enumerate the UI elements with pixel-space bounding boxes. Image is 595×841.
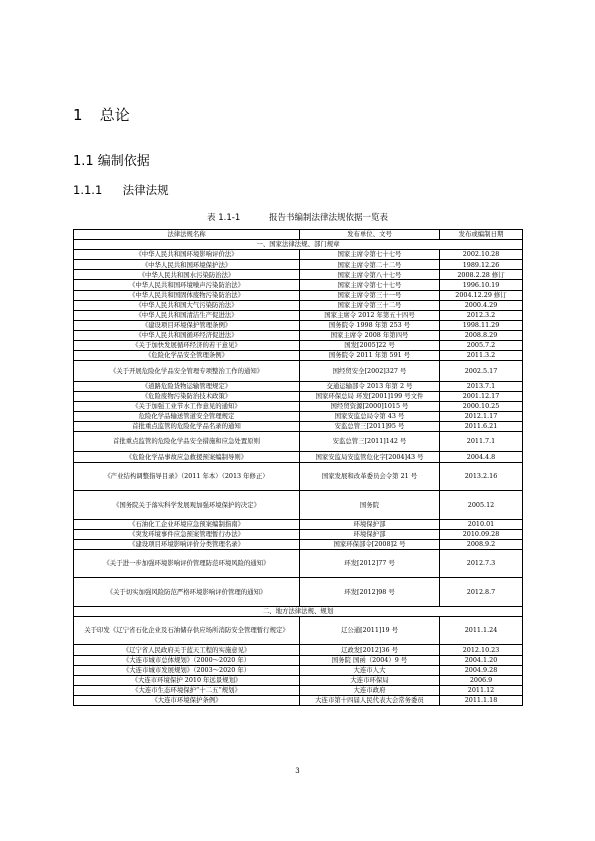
table-row — [74, 655, 523, 665]
issuer-cell: 国务院 — [300, 491, 440, 520]
date-cell: 2004.4.8 — [440, 452, 523, 462]
issuer-cell: 国经贸安全[2002]327 号 — [300, 361, 440, 381]
law-name-cell: 《危险化学品安全管理条例》 — [74, 351, 300, 361]
law-name-cell: 《中华人民共和国大气污染防治法》 — [74, 300, 300, 310]
date-cell: 1989.12.26 — [440, 260, 523, 270]
date-cell: 2011.1.24 — [440, 616, 523, 645]
table-row — [74, 361, 523, 381]
date-cell: 2008.2.28 修订 — [440, 270, 523, 280]
date-cell: 2004.9.28 — [440, 665, 523, 675]
chapter-heading — [73, 104, 130, 125]
table-row — [74, 330, 523, 340]
issuer-cell: 辽公通[2011]19 号 — [300, 616, 440, 645]
law-name-cell: 首批重点监管的危险化学品安全措施和应急处置原则 — [74, 432, 300, 452]
law-name-cell: 首批重点监管的危险化学品名录的通知 — [74, 421, 300, 431]
issuer-cell: 国务院令 2011 年第 591 号 — [300, 351, 440, 361]
header-law-name: 法律法规名称 — [74, 230, 300, 240]
date-cell: 2012.10.23 — [440, 645, 523, 655]
issuer-cell: 国家主席令第三十二号 — [300, 300, 440, 310]
table-row — [74, 665, 523, 675]
date-cell: 2005.7.2 — [440, 341, 523, 351]
date-cell: 2001.12.17 — [440, 391, 523, 401]
issuer-cell: 国家发展和改革委员会令第 21 号 — [300, 462, 440, 491]
table-row — [74, 539, 523, 549]
table-row — [74, 260, 523, 270]
law-name-cell: 《中华人民共和国循环经济促进法》 — [74, 330, 300, 340]
header-issuer: 发布单位、文号 — [300, 230, 440, 240]
table-row — [74, 320, 523, 330]
table-row — [74, 616, 523, 645]
law-name-cell: 《危险化学品事故应急救援预案编制导则》 — [74, 452, 300, 462]
issuer-cell: 国家主席令 2008 年第四号 — [300, 330, 440, 340]
chapter-number: 1 — [73, 106, 83, 124]
law-name-cell: 《建设项目环境保护管理条例》 — [74, 320, 300, 330]
law-name-cell: 《道路危险货物运输管理规定》 — [74, 381, 300, 391]
section-row-local-label: 二、地方法律法规、规划 — [74, 606, 523, 616]
table-row — [74, 270, 523, 280]
issuer-cell: 大连市第十四届人民代表大会常务委员 — [300, 695, 440, 705]
law-name-cell: 《中华人民共和国环境噪声污染防治法》 — [74, 280, 300, 290]
law-name-cell: 《关于加强工业节水工作意见的通知》 — [74, 401, 300, 411]
table-row — [74, 280, 523, 290]
date-cell: 2008.9.2 — [440, 539, 523, 549]
table-row — [74, 411, 523, 421]
table-row — [74, 549, 523, 578]
law-name-cell: 《危险废物污染防治技术政策》 — [74, 391, 300, 401]
date-cell: 2002.10.28 — [440, 250, 523, 260]
date-cell: 2005.12 — [440, 491, 523, 520]
table-header-row — [74, 230, 523, 240]
issuer-cell: 环境保护部 — [300, 519, 440, 529]
table-row — [74, 351, 523, 361]
issuer-cell: 环境保护部 — [300, 529, 440, 539]
law-name-cell: 《辽宁省人民政府关于蓝天工程的实施意见》 — [74, 645, 300, 655]
table-row — [74, 462, 523, 491]
table-row — [74, 341, 523, 351]
subsection-heading — [73, 182, 169, 198]
issuer-cell: 国务院 国函（2004）9 号 — [300, 655, 440, 665]
date-cell: 2002.5.17 — [440, 361, 523, 381]
issuer-cell: 辽政发[2012]36 号 — [300, 645, 440, 655]
table-row — [74, 578, 523, 607]
law-name-cell: 《中华人民共和国环境保护法》 — [74, 260, 300, 270]
issuer-cell: 国家主席令第八十七号 — [300, 270, 440, 280]
date-cell: 2011.12 — [440, 685, 523, 695]
issuer-cell: 国发[2005]22 号 — [300, 341, 440, 351]
law-name-cell: 《大连市城市发展规划》（2003～2020 年） — [74, 665, 300, 675]
header-date: 发布或编制日期 — [440, 230, 523, 240]
subsection-number: 1.1.1 — [73, 183, 103, 197]
date-cell: 2011.7.1 — [440, 432, 523, 452]
table-row — [74, 491, 523, 520]
date-cell: 2011.6.21 — [440, 421, 523, 431]
law-name-cell: 《关于进一步加强环境影响评价管理防范环境风险的通知》 — [74, 549, 300, 578]
table-caption — [0, 211, 595, 223]
issuer-cell: 环发[2012]98 号 — [300, 578, 440, 607]
issuer-cell: 国家主席令第二十二号 — [300, 260, 440, 270]
table-row — [74, 401, 523, 411]
law-name-cell: 危险化学品输送管道安全管理规定 — [74, 411, 300, 421]
table-row — [74, 290, 523, 300]
table-row — [74, 381, 523, 391]
issuer-cell: 安监总管三[2011]95 号 — [300, 421, 440, 431]
issuer-cell: 国家主席令第七十七号 — [300, 280, 440, 290]
table-row — [74, 391, 523, 401]
date-cell: 2008.8.29 — [440, 330, 523, 340]
law-name-cell: 《中华人民共和国环境影响评价法》 — [74, 250, 300, 260]
section-row-local — [74, 606, 523, 616]
date-cell: 2010.09.28 — [440, 529, 523, 539]
issuer-cell: 国家环保部令[2008]2 号 — [300, 539, 440, 549]
laws-table — [73, 229, 523, 706]
date-cell: 2012.7.3 — [440, 549, 523, 578]
table-row — [74, 310, 523, 320]
date-cell: 2004.12.29 修订 — [440, 290, 523, 300]
table-row — [74, 300, 523, 310]
section-row-national — [74, 240, 523, 250]
table-row — [74, 685, 523, 695]
page-number: 3 — [295, 767, 300, 775]
law-name-cell: 《大连市环境保护条例》 — [74, 695, 300, 705]
issuer-cell: 国家安监局安监管危化字[2004]43 号 — [300, 452, 440, 462]
table-row — [74, 675, 523, 685]
issuer-cell: 国家主席令第三十一号 — [300, 290, 440, 300]
law-name-cell: 关于印发《辽宁省石化企业及石油储存供应场所消防安全管理暂行规定》 — [74, 616, 300, 645]
table-row — [74, 452, 523, 462]
issuer-cell: 国家环保总局 环发[2001]199 号文件 — [300, 391, 440, 401]
law-name-cell: 《突发环境事件应急预案管理暂行办法》 — [74, 529, 300, 539]
issuer-cell: 国务院令 1998 年第 253 号 — [300, 320, 440, 330]
law-name-cell: 《中华人民共和国固体废物污染防治法》 — [74, 290, 300, 300]
date-cell: 2011.3.2 — [440, 351, 523, 361]
issuer-cell: 交通运输部令 2013 年第 2 号 — [300, 381, 440, 391]
laws-table-body — [74, 240, 523, 706]
issuer-cell: 安监总管三[2011]142 号 — [300, 432, 440, 452]
date-cell: 2006.9 — [440, 675, 523, 685]
law-name-cell: 《大连市城市总体规划》（2000～2020 年） — [74, 655, 300, 665]
law-name-cell: 《关于切实加强风险防范严格环境影响评价管理的通知》 — [74, 578, 300, 607]
date-cell: 2011.1.18 — [440, 695, 523, 705]
issuer-cell: 环发[2012]77 号 — [300, 549, 440, 578]
law-name-cell: 《中华人民共和国水污染防治法》 — [74, 270, 300, 280]
issuer-cell: 国家安监总局令第 43 号 — [300, 411, 440, 421]
law-name-cell: 《关于开展危险化学品安全管理专项整治工作的通知》 — [74, 361, 300, 381]
subsection-title: 法律法规 — [122, 183, 169, 197]
date-cell: 2004.1.20 — [440, 655, 523, 665]
date-cell: 2013.7.1 — [440, 381, 523, 391]
date-cell: 2000.4.29 — [440, 300, 523, 310]
law-name-cell: 《关于加快发展循环经济的若干意见》 — [74, 341, 300, 351]
law-name-cell: 《中华人民共和国清洁生产促进法》 — [74, 310, 300, 320]
table-row — [74, 645, 523, 655]
section-heading: 1.1 编制依据 — [73, 154, 150, 169]
issuer-cell: 国家主席令 2012 年第五十四号 — [300, 310, 440, 320]
date-cell: 2010.01 — [440, 519, 523, 529]
issuer-cell: 国家主席令第七十七号 — [300, 250, 440, 260]
issuer-cell: 国经贸资源[2000]1015 号 — [300, 401, 440, 411]
table-caption-number: 表 1.1-1 — [207, 213, 241, 223]
table-row — [74, 695, 523, 705]
date-cell: 1996.10.19 — [440, 280, 523, 290]
date-cell: 2000.10.25 — [440, 401, 523, 411]
table-row — [74, 519, 523, 529]
table-row — [74, 250, 523, 260]
law-name-cell: 《国务院关于落实科学发展观加强环境保护的决定》 — [74, 491, 300, 520]
section-row-national-label: 一、国家法律法规、部门规章 — [74, 240, 523, 250]
date-cell: 2012.3.2 — [440, 310, 523, 320]
table-row — [74, 421, 523, 431]
law-name-cell: 《建设项目环境影响评价分类管理名录》 — [74, 539, 300, 549]
date-cell: 1998.11.29 — [440, 320, 523, 330]
issuer-cell: 大连市环保局 — [300, 675, 440, 685]
date-cell: 2012.8.7 — [440, 578, 523, 607]
law-name-cell: 《产业结构调整指导目录》（2011 年本）（2013 年修正） — [74, 462, 300, 491]
chapter-title: 总论 — [99, 106, 130, 124]
table-caption-title: 报告书编制法律法规依据一览表 — [268, 213, 388, 223]
date-cell: 2012.1.17 — [440, 411, 523, 421]
table-row — [74, 529, 523, 539]
law-name-cell: 《大连市生态环境保护“十二五”规划》 — [74, 685, 300, 695]
table-row — [74, 432, 523, 452]
law-name-cell: 《石油化工企业环境应急预案编制指南》 — [74, 519, 300, 529]
issuer-cell: 大连市政府 — [300, 685, 440, 695]
issuer-cell: 大连市人大 — [300, 665, 440, 675]
law-name-cell: 《大连市环境保护 2010 年远景规划》 — [74, 675, 300, 685]
date-cell: 2013.2.16 — [440, 462, 523, 491]
